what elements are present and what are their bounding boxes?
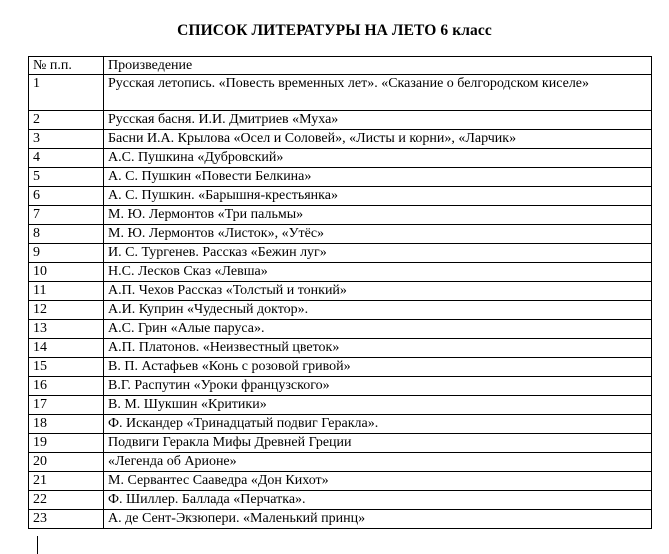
row-number: 5 bbox=[29, 168, 104, 187]
table-row bbox=[29, 225, 652, 244]
row-work: А.И. Куприн «Чудесный доктор». bbox=[104, 301, 652, 320]
table-row bbox=[29, 206, 652, 225]
row-work: Русская летопись. «Повесть временных лет». «Сказание о белгородском киселе» bbox=[104, 75, 652, 111]
row-work: А. де Сент-Экзюпери. «Маленький принц» bbox=[104, 510, 652, 529]
row-number: 6 bbox=[29, 187, 104, 206]
text-cursor bbox=[37, 536, 38, 554]
row-number: 4 bbox=[29, 149, 104, 168]
table-row bbox=[29, 282, 652, 301]
row-number: 19 bbox=[29, 434, 104, 453]
row-number: 10 bbox=[29, 263, 104, 282]
table-row bbox=[29, 415, 652, 434]
table-row bbox=[29, 263, 652, 282]
row-work: В. М. Шукшин «Критики» bbox=[104, 396, 652, 415]
row-work: А.С. Пушкина «Дубровский» bbox=[104, 149, 652, 168]
header-work: Произведение bbox=[104, 57, 652, 75]
row-work: В. П. Астафьев «Конь с розовой гривой» bbox=[104, 358, 652, 377]
table-row bbox=[29, 187, 652, 206]
row-work: Русская басня. И.И. Дмитриев «Муха» bbox=[104, 111, 652, 130]
row-number: 12 bbox=[29, 301, 104, 320]
row-work: Ф. Искандер «Тринадцатый подвиг Геракла». bbox=[104, 415, 652, 434]
row-work: А. С. Пушкин «Повести Белкина» bbox=[104, 168, 652, 187]
table-row bbox=[29, 453, 652, 472]
row-work: М. Ю. Лермонтов «Листок», «Утёс» bbox=[104, 225, 652, 244]
row-number: 3 bbox=[29, 130, 104, 149]
table-row bbox=[29, 377, 652, 396]
table-row bbox=[29, 510, 652, 529]
table-row bbox=[29, 358, 652, 377]
row-work: М. Ю. Лермонтов «Три пальмы» bbox=[104, 206, 652, 225]
row-number: 13 bbox=[29, 320, 104, 339]
row-work: «Легенда об Арионе» bbox=[104, 453, 652, 472]
row-work: Н.С. Лесков Сказ «Левша» bbox=[104, 263, 652, 282]
row-work: А.П. Платонов. «Неизвестный цветок» bbox=[104, 339, 652, 358]
table-row bbox=[29, 396, 652, 415]
row-number: 15 bbox=[29, 358, 104, 377]
row-number: 17 bbox=[29, 396, 104, 415]
table-row bbox=[29, 130, 652, 149]
row-number: 11 bbox=[29, 282, 104, 301]
row-number: 2 bbox=[29, 111, 104, 130]
row-work: Ф. Шиллер. Баллада «Перчатка». bbox=[104, 491, 652, 510]
row-number: 20 bbox=[29, 453, 104, 472]
table-row bbox=[29, 320, 652, 339]
table-row bbox=[29, 339, 652, 358]
row-number: 18 bbox=[29, 415, 104, 434]
row-work: Басни И.А. Крылова «Осел и Соловей», «Листы и корни», «Ларчик» bbox=[104, 130, 652, 149]
table-row bbox=[29, 301, 652, 320]
row-number: 1 bbox=[29, 75, 104, 111]
page-title: СПИСОК ЛИТЕРАТУРЫ НА ЛЕТО 6 класс bbox=[177, 22, 492, 39]
table-row bbox=[29, 472, 652, 491]
literature-table bbox=[28, 56, 652, 529]
table-row bbox=[29, 75, 652, 111]
row-work: И. С. Тургенев. Рассказ «Бежин луг» bbox=[104, 244, 652, 263]
row-number: 21 bbox=[29, 472, 104, 491]
row-work: А.С. Грин «Алые паруса». bbox=[104, 320, 652, 339]
row-number: 16 bbox=[29, 377, 104, 396]
row-number: 8 bbox=[29, 225, 104, 244]
row-work: Подвиги Геракла Мифы Древней Греции bbox=[104, 434, 652, 453]
table-row bbox=[29, 149, 652, 168]
row-number: 7 bbox=[29, 206, 104, 225]
table-row bbox=[29, 244, 652, 263]
header-number: № п.п. bbox=[29, 57, 104, 75]
row-number: 14 bbox=[29, 339, 104, 358]
row-number: 9 bbox=[29, 244, 104, 263]
row-work: А.П. Чехов Рассказ «Толстый и тонкий» bbox=[104, 282, 652, 301]
row-number: 22 bbox=[29, 491, 104, 510]
table-row bbox=[29, 111, 652, 130]
table-row bbox=[29, 491, 652, 510]
table-header-row bbox=[29, 57, 652, 75]
row-work: В.Г. Распутин «Уроки французского» bbox=[104, 377, 652, 396]
table-row bbox=[29, 434, 652, 453]
row-work: М. Сервантес Сааведра «Дон Кихот» bbox=[104, 472, 652, 491]
row-number: 23 bbox=[29, 510, 104, 529]
row-work: А. С. Пушкин. «Барышня-крестьянка» bbox=[104, 187, 652, 206]
table-row bbox=[29, 168, 652, 187]
